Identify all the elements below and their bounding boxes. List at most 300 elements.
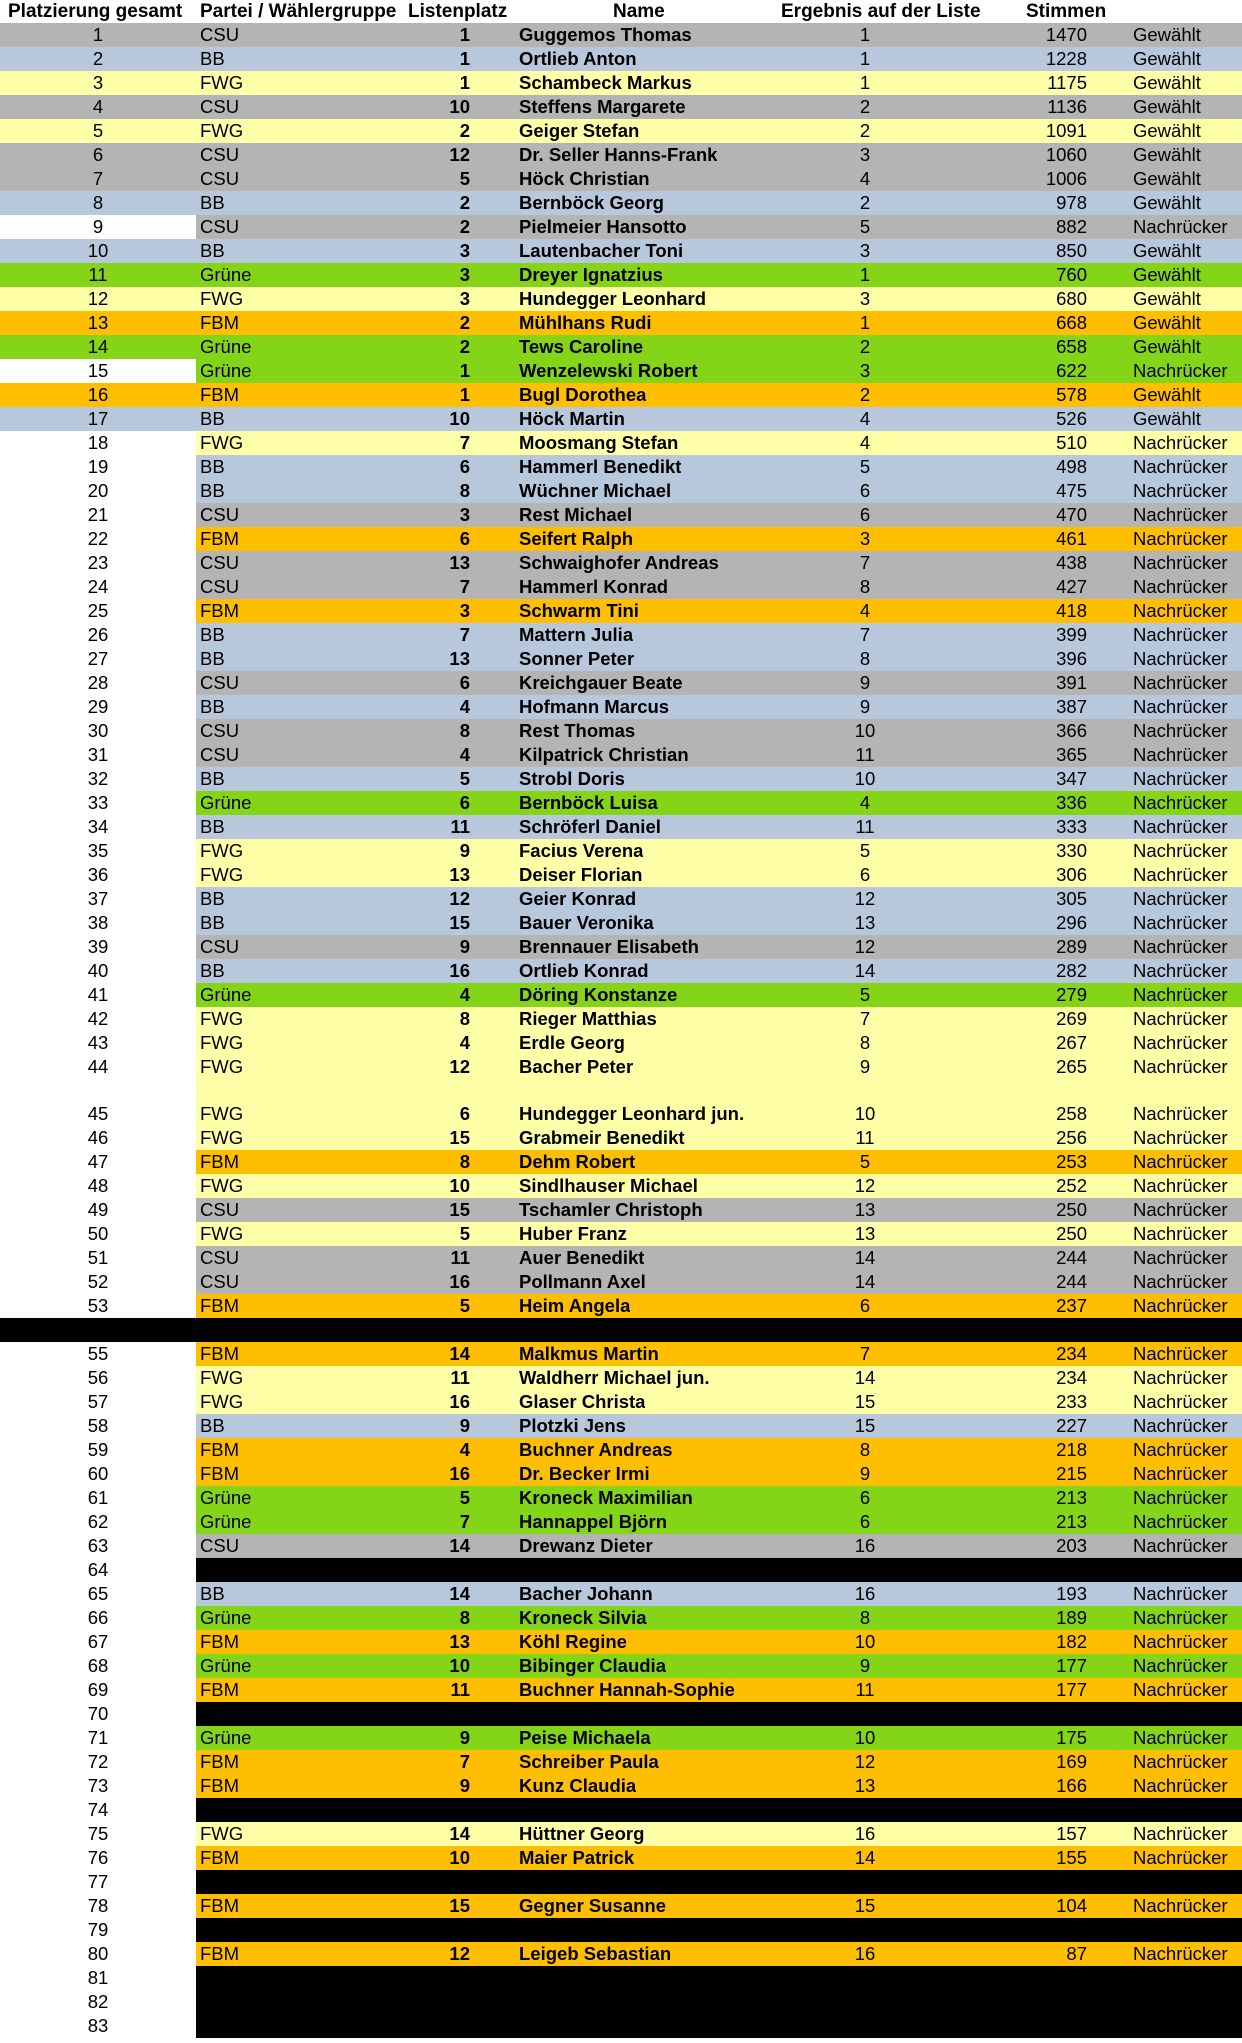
cell-platzierung[interactable]: 65 xyxy=(0,1582,196,1606)
cell-listenplatz[interactable]: 3 xyxy=(459,600,470,621)
cell-status[interactable]: Nachrücker xyxy=(1133,672,1228,693)
cell-status[interactable]: Nachrücker xyxy=(1133,816,1228,837)
cell-status[interactable]: Nachrücker xyxy=(1133,960,1228,981)
cell-partei[interactable]: FWG xyxy=(200,840,244,861)
cell-name[interactable]: Bauer Veronika xyxy=(519,912,654,933)
cell-stimmen[interactable]: 213 xyxy=(1056,1487,1087,1508)
cell-name[interactable]: Erdle Georg xyxy=(519,1032,625,1053)
cell-listenplatz[interactable]: 1 xyxy=(459,360,470,381)
cell-platzierung[interactable]: 16 xyxy=(87,384,109,405)
cell-stimmen[interactable]: 87 xyxy=(1066,1943,1087,1964)
header-platzierung[interactable]: Platzierung gesamt xyxy=(8,1,183,22)
cell-status[interactable]: Nachrücker xyxy=(1133,792,1228,813)
cell-ergebnis[interactable]: 3 xyxy=(859,144,871,165)
cell-ergebnis[interactable]: 16 xyxy=(854,1535,876,1556)
cell-name[interactable]: Hundegger Leonhard jun. xyxy=(519,1103,745,1124)
cell-status[interactable]: Nachrücker xyxy=(1133,1727,1228,1748)
cell-ergebnis[interactable]: 15 xyxy=(854,1391,876,1412)
cell-stimmen[interactable]: 253 xyxy=(1056,1151,1087,1172)
cell-platzierung[interactable]: 27 xyxy=(0,647,196,671)
cell-partei[interactable]: BB xyxy=(200,816,225,837)
cell-name[interactable]: Plotzki Jens xyxy=(519,1415,626,1436)
cell-status[interactable]: Nachrücker xyxy=(1133,1056,1228,1077)
cell-ergebnis[interactable]: 6 xyxy=(859,1511,871,1532)
cell-stimmen[interactable]: 166 xyxy=(1056,1775,1087,1796)
cell-ergebnis[interactable]: 2 xyxy=(859,120,871,141)
cell-platzierung[interactable]: 37 xyxy=(0,887,196,911)
cell-ergebnis[interactable]: 1 xyxy=(859,48,871,69)
cell-name[interactable]: Hofmann Marcus xyxy=(519,696,670,717)
cell-name[interactable]: Tews Caroline xyxy=(519,336,644,357)
cell-platzierung[interactable]: 43 xyxy=(0,1031,196,1055)
cell-name[interactable]: Glaser Christa xyxy=(519,1391,646,1412)
cell-status[interactable]: Nachrücker xyxy=(1133,1751,1228,1772)
cell-name[interactable]: Moosmang Stefan xyxy=(519,432,679,453)
cell-status[interactable]: Nachrücker xyxy=(1133,1271,1228,1292)
cell-platzierung[interactable]: 46 xyxy=(0,1126,196,1150)
cell-platzierung[interactable]: 24 xyxy=(0,575,196,599)
cell-platzierung[interactable]: 56 xyxy=(0,1366,196,1390)
cell-partei[interactable]: Grüne xyxy=(200,360,252,381)
cell-platzierung[interactable]: 22 xyxy=(0,527,196,551)
cell-ergebnis[interactable]: 2 xyxy=(859,384,871,405)
cell-platzierung[interactable]: 48 xyxy=(0,1174,196,1198)
cell-partei[interactable]: CSU xyxy=(200,144,240,165)
cell-stimmen[interactable]: 510 xyxy=(1056,432,1087,453)
cell-partei[interactable]: FBM xyxy=(200,1943,240,1964)
cell-partei[interactable]: Grüne xyxy=(200,336,252,357)
cell-listenplatz[interactable]: 7 xyxy=(459,1511,470,1532)
cell-platzierung[interactable]: 9 xyxy=(0,215,196,239)
cell-ergebnis[interactable]: 10 xyxy=(854,720,876,741)
cell-stimmen[interactable]: 215 xyxy=(1056,1463,1087,1484)
cell-partei[interactable]: BB xyxy=(200,696,225,717)
header-stimmen[interactable]: Stimmen xyxy=(1026,1,1107,22)
cell-listenplatz[interactable]: 11 xyxy=(450,1679,470,1700)
cell-ergebnis[interactable]: 15 xyxy=(854,1895,876,1916)
cell-stimmen[interactable]: 760 xyxy=(1056,264,1087,285)
cell-stimmen[interactable]: 177 xyxy=(1056,1679,1087,1700)
cell-listenplatz[interactable]: 15 xyxy=(449,1199,470,1220)
cell-listenplatz[interactable]: 6 xyxy=(459,528,470,549)
cell-name[interactable]: Schwarm Tini xyxy=(519,600,639,621)
header-partei[interactable]: Partei / Wählergruppe xyxy=(200,1,397,22)
cell-ergebnis[interactable]: 1 xyxy=(859,312,871,333)
cell-partei[interactable]: FBM xyxy=(200,1847,240,1868)
cell-status[interactable]: Nachrücker xyxy=(1133,1655,1228,1676)
cell-listenplatz[interactable]: 14 xyxy=(449,1535,470,1556)
cell-stimmen[interactable]: 218 xyxy=(1056,1439,1087,1460)
cell-platzierung[interactable]: 8 xyxy=(92,192,104,213)
cell-platzierung[interactable]: 28 xyxy=(0,671,196,695)
cell-status[interactable]: Gewählt xyxy=(1133,120,1201,141)
cell-partei[interactable]: FWG xyxy=(200,1032,244,1053)
cell-listenplatz[interactable]: 9 xyxy=(459,1727,470,1748)
cell-platzierung[interactable]: 1 xyxy=(92,24,104,45)
cell-ergebnis[interactable]: 7 xyxy=(859,1008,871,1029)
cell-listenplatz[interactable]: 7 xyxy=(459,1751,470,1772)
cell-name[interactable]: Ortlieb Konrad xyxy=(519,960,649,981)
cell-name[interactable]: Hammerl Benedikt xyxy=(519,456,682,477)
cell-ergebnis[interactable]: 7 xyxy=(859,624,871,645)
cell-status[interactable]: Nachrücker xyxy=(1133,1439,1228,1460)
cell-platzierung[interactable]: 3 xyxy=(92,72,104,93)
cell-stimmen[interactable]: 526 xyxy=(1056,408,1087,429)
cell-stimmen[interactable]: 234 xyxy=(1056,1367,1087,1388)
cell-name[interactable]: Sonner Peter xyxy=(519,648,635,669)
cell-name[interactable]: Rest Thomas xyxy=(519,720,636,741)
cell-ergebnis[interactable]: 16 xyxy=(854,1943,876,1964)
cell-partei[interactable]: FWG xyxy=(200,1391,244,1412)
cell-listenplatz[interactable]: 1 xyxy=(459,72,470,93)
cell-platzierung[interactable]: 76 xyxy=(0,1846,196,1870)
cell-name[interactable]: Köhl Regine xyxy=(519,1631,627,1652)
cell-name[interactable]: Schwaighofer Andreas xyxy=(519,552,719,573)
cell-name[interactable]: Pielmeier Hansotto xyxy=(519,216,687,237)
cell-ergebnis[interactable]: 6 xyxy=(859,864,871,885)
cell-ergebnis[interactable]: 16 xyxy=(854,1823,876,1844)
cell-ergebnis[interactable]: 13 xyxy=(854,1775,876,1796)
cell-listenplatz[interactable]: 6 xyxy=(459,1103,470,1124)
cell-stimmen[interactable]: 213 xyxy=(1056,1511,1087,1532)
cell-status[interactable]: Gewählt xyxy=(1133,264,1201,285)
cell-partei[interactable]: FBM xyxy=(200,528,240,549)
cell-name[interactable]: Rieger Matthias xyxy=(519,1008,657,1029)
cell-name[interactable]: Sindlhauser Michael xyxy=(519,1175,698,1196)
cell-ergebnis[interactable]: 4 xyxy=(859,168,871,189)
cell-stimmen[interactable]: 470 xyxy=(1056,504,1087,525)
cell-name[interactable]: Wenzelewski Robert xyxy=(519,360,698,381)
cell-listenplatz[interactable]: 6 xyxy=(459,672,470,693)
cell-name[interactable]: Kilpatrick Christian xyxy=(519,744,689,765)
cell-stimmen[interactable]: 182 xyxy=(1056,1631,1087,1652)
cell-partei[interactable]: BB xyxy=(200,1415,225,1436)
cell-platzierung[interactable]: 4 xyxy=(92,96,104,117)
cell-name[interactable]: Deiser Florian xyxy=(519,864,643,885)
cell-platzierung[interactable]: 75 xyxy=(0,1822,196,1846)
cell-listenplatz[interactable]: 15 xyxy=(449,912,470,933)
cell-stimmen[interactable]: 427 xyxy=(1056,576,1087,597)
cell-ergebnis[interactable]: 7 xyxy=(859,552,871,573)
cell-status[interactable]: Nachrücker xyxy=(1133,1391,1228,1412)
cell-platzierung[interactable]: 62 xyxy=(0,1510,196,1534)
cell-ergebnis[interactable]: 10 xyxy=(854,768,876,789)
cell-listenplatz[interactable]: 13 xyxy=(449,552,470,573)
cell-status[interactable]: Nachrücker xyxy=(1133,216,1228,237)
cell-ergebnis[interactable]: 8 xyxy=(859,648,871,669)
cell-name[interactable]: Leigeb Sebastian xyxy=(519,1943,672,1964)
cell-stimmen[interactable]: 282 xyxy=(1056,960,1087,981)
cell-stimmen[interactable]: 289 xyxy=(1056,936,1087,957)
cell-partei[interactable]: BB xyxy=(200,888,225,909)
cell-listenplatz[interactable]: 7 xyxy=(459,576,470,597)
cell-platzierung[interactable]: 19 xyxy=(0,455,196,479)
cell-platzierung[interactable]: 34 xyxy=(0,815,196,839)
cell-partei[interactable]: FBM xyxy=(200,1631,240,1652)
cell-stimmen[interactable]: 193 xyxy=(1056,1583,1087,1604)
cell-platzierung[interactable]: 25 xyxy=(0,599,196,623)
cell-listenplatz[interactable]: 11 xyxy=(450,1367,470,1388)
cell-stimmen[interactable]: 177 xyxy=(1056,1655,1087,1676)
cell-stimmen[interactable]: 104 xyxy=(1056,1895,1087,1916)
cell-ergebnis[interactable]: 2 xyxy=(859,96,871,117)
cell-listenplatz[interactable]: 8 xyxy=(459,1008,470,1029)
cell-name[interactable]: Mühlhans Rudi xyxy=(519,312,652,333)
cell-ergebnis[interactable]: 4 xyxy=(859,792,871,813)
cell-status[interactable]: Gewählt xyxy=(1133,240,1201,261)
cell-ergebnis[interactable]: 9 xyxy=(859,696,871,717)
cell-ergebnis[interactable]: 16 xyxy=(854,1583,876,1604)
cell-stimmen[interactable]: 175 xyxy=(1056,1727,1087,1748)
cell-stimmen[interactable]: 306 xyxy=(1056,864,1087,885)
cell-listenplatz[interactable]: 1 xyxy=(459,384,470,405)
cell-partei[interactable]: BB xyxy=(200,912,225,933)
cell-name[interactable]: Bacher Peter xyxy=(519,1056,634,1077)
cell-platzierung[interactable]: 59 xyxy=(0,1438,196,1462)
cell-name[interactable]: Tschamler Christoph xyxy=(519,1199,703,1220)
cell-stimmen[interactable]: 622 xyxy=(1056,360,1087,381)
cell-ergebnis[interactable]: 8 xyxy=(859,576,871,597)
cell-status[interactable]: Nachrücker xyxy=(1133,1151,1228,1172)
cell-stimmen[interactable]: 244 xyxy=(1056,1247,1087,1268)
cell-status[interactable]: Nachrücker xyxy=(1133,552,1228,573)
cell-platzierung[interactable]: 71 xyxy=(0,1726,196,1750)
cell-stimmen[interactable]: 296 xyxy=(1056,912,1087,933)
cell-ergebnis[interactable]: 5 xyxy=(859,840,871,861)
cell-ergebnis[interactable]: 9 xyxy=(859,1463,871,1484)
cell-platzierung[interactable]: 38 xyxy=(0,911,196,935)
cell-name[interactable]: Geiger Stefan xyxy=(519,120,640,141)
cell-platzierung[interactable]: 5 xyxy=(92,120,104,141)
cell-name[interactable]: Hüttner Georg xyxy=(519,1823,645,1844)
cell-ergebnis[interactable]: 6 xyxy=(859,504,871,525)
cell-ergebnis[interactable]: 4 xyxy=(859,600,871,621)
cell-partei[interactable]: BB xyxy=(200,480,225,501)
cell-partei[interactable]: BB xyxy=(200,408,225,429)
cell-listenplatz[interactable]: 3 xyxy=(459,504,470,525)
cell-platzierung[interactable]: 55 xyxy=(0,1342,196,1366)
cell-listenplatz[interactable]: 10 xyxy=(449,1175,470,1196)
cell-stimmen[interactable]: 578 xyxy=(1056,384,1087,405)
cell-ergebnis[interactable]: 14 xyxy=(854,1367,876,1388)
cell-partei[interactable]: Grüne xyxy=(200,264,252,285)
cell-platzierung[interactable]: 35 xyxy=(0,839,196,863)
cell-name[interactable]: Drewanz Dieter xyxy=(519,1535,653,1556)
cell-status[interactable]: Nachrücker xyxy=(1133,744,1228,765)
cell-name[interactable]: Steffens Margarete xyxy=(519,96,686,117)
cell-platzierung[interactable]: 52 xyxy=(0,1270,196,1294)
cell-ergebnis[interactable]: 8 xyxy=(859,1439,871,1460)
cell-partei[interactable]: Grüne xyxy=(200,1487,252,1508)
cell-ergebnis[interactable]: 3 xyxy=(859,240,871,261)
cell-name[interactable]: Malkmus Martin xyxy=(519,1343,659,1364)
cell-partei[interactable]: FBM xyxy=(200,1751,240,1772)
cell-status[interactable]: Nachrücker xyxy=(1133,1511,1228,1532)
cell-platzierung[interactable]: 42 xyxy=(0,1007,196,1031)
cell-status[interactable]: Nachrücker xyxy=(1133,1247,1228,1268)
cell-name[interactable]: Seifert Ralph xyxy=(519,528,634,549)
cell-status[interactable]: Nachrücker xyxy=(1133,1943,1228,1964)
cell-status[interactable]: Nachrücker xyxy=(1133,480,1228,501)
cell-ergebnis[interactable]: 4 xyxy=(859,432,871,453)
cell-status[interactable]: Nachrücker xyxy=(1133,1343,1228,1364)
cell-listenplatz[interactable]: 2 xyxy=(459,192,470,213)
cell-name[interactable]: Auer Benedikt xyxy=(519,1247,645,1268)
cell-listenplatz[interactable]: 1 xyxy=(459,24,470,45)
cell-partei[interactable]: CSU xyxy=(200,1247,240,1268)
cell-partei[interactable]: FWG xyxy=(200,120,244,141)
cell-platzierung[interactable]: 60 xyxy=(0,1462,196,1486)
cell-name[interactable]: Maier Patrick xyxy=(519,1847,635,1868)
cell-ergebnis[interactable]: 14 xyxy=(854,1271,876,1292)
cell-partei[interactable]: FWG xyxy=(200,432,244,453)
cell-stimmen[interactable]: 1091 xyxy=(1045,120,1087,141)
cell-partei[interactable]: FWG xyxy=(200,1103,244,1124)
cell-partei[interactable]: Grüne xyxy=(200,984,252,1005)
cell-listenplatz[interactable]: 8 xyxy=(459,720,470,741)
cell-ergebnis[interactable]: 15 xyxy=(854,1415,876,1436)
cell-platzierung[interactable]: 11 xyxy=(88,264,108,285)
cell-platzierung[interactable]: 31 xyxy=(0,743,196,767)
cell-name[interactable]: Höck Martin xyxy=(519,408,625,429)
cell-listenplatz[interactable]: 1 xyxy=(459,48,470,69)
cell-name[interactable]: Guggemos Thomas xyxy=(519,24,692,45)
cell-partei[interactable]: BB xyxy=(200,768,225,789)
cell-ergebnis[interactable]: 3 xyxy=(859,288,871,309)
cell-ergebnis[interactable]: 5 xyxy=(859,1151,871,1172)
cell-listenplatz[interactable]: 9 xyxy=(459,936,470,957)
cell-platzierung[interactable]: 45 xyxy=(0,1102,196,1126)
cell-partei[interactable]: CSU xyxy=(200,504,240,525)
cell-partei[interactable]: CSU xyxy=(200,672,240,693)
cell-name[interactable]: Bugl Dorothea xyxy=(519,384,647,405)
cell-partei[interactable]: FBM xyxy=(200,1463,240,1484)
cell-platzierung[interactable]: 2 xyxy=(92,48,104,69)
cell-stimmen[interactable]: 461 xyxy=(1056,528,1087,549)
cell-status[interactable]: Nachrücker xyxy=(1133,912,1228,933)
cell-name[interactable]: Rest Michael xyxy=(519,504,633,525)
cell-status[interactable]: Gewählt xyxy=(1133,72,1201,93)
cell-partei[interactable]: BB xyxy=(200,240,225,261)
cell-stimmen[interactable]: 498 xyxy=(1056,456,1087,477)
cell-partei[interactable]: CSU xyxy=(200,168,240,189)
cell-ergebnis[interactable]: 13 xyxy=(854,912,876,933)
cell-status[interactable]: Nachrücker xyxy=(1133,456,1228,477)
cell-status[interactable]: Nachrücker xyxy=(1133,1103,1228,1124)
cell-status[interactable]: Nachrücker xyxy=(1133,768,1228,789)
cell-listenplatz[interactable]: 5 xyxy=(459,1295,470,1316)
cell-status[interactable]: Gewählt xyxy=(1133,384,1201,405)
cell-name[interactable]: Waldherr Michael jun. xyxy=(519,1367,710,1388)
cell-platzierung[interactable]: 80 xyxy=(0,1942,196,1966)
cell-status[interactable]: Nachrücker xyxy=(1133,1463,1228,1484)
cell-name[interactable]: Schambeck Markus xyxy=(519,72,692,93)
cell-name[interactable]: Höck Christian xyxy=(519,168,650,189)
cell-listenplatz[interactable]: 4 xyxy=(459,1032,470,1053)
cell-listenplatz[interactable]: 13 xyxy=(449,1631,470,1652)
cell-status[interactable]: Nachrücker xyxy=(1133,1631,1228,1652)
cell-partei[interactable]: FBM xyxy=(200,384,240,405)
cell-ergebnis[interactable]: 6 xyxy=(859,1295,871,1316)
cell-name[interactable]: Döring Konstanze xyxy=(519,984,678,1005)
cell-partei[interactable]: FBM xyxy=(200,312,240,333)
cell-name[interactable]: Dr. Becker Irmi xyxy=(519,1463,650,1484)
cell-status[interactable]: Nachrücker xyxy=(1133,720,1228,741)
cell-name[interactable]: Geier Konrad xyxy=(519,888,637,909)
cell-name[interactable]: Dehm Robert xyxy=(519,1151,636,1172)
cell-stimmen[interactable]: 155 xyxy=(1056,1847,1087,1868)
cell-stimmen[interactable]: 256 xyxy=(1056,1127,1087,1148)
cell-stimmen[interactable]: 668 xyxy=(1056,312,1087,333)
cell-stimmen[interactable]: 237 xyxy=(1056,1295,1087,1316)
cell-ergebnis[interactable]: 1 xyxy=(859,24,871,45)
cell-listenplatz[interactable]: 4 xyxy=(459,984,470,1005)
cell-stimmen[interactable]: 1175 xyxy=(1047,72,1087,93)
cell-status[interactable]: Gewählt xyxy=(1133,96,1201,117)
cell-status[interactable]: Nachrücker xyxy=(1133,360,1228,381)
cell-partei[interactable]: Grüne xyxy=(200,1511,252,1532)
cell-status[interactable]: Gewählt xyxy=(1133,48,1201,69)
cell-platzierung[interactable]: 50 xyxy=(0,1222,196,1246)
cell-name[interactable]: Buchner Andreas xyxy=(519,1439,673,1460)
cell-platzierung[interactable]: 79 xyxy=(0,1918,196,1942)
cell-stimmen[interactable]: 330 xyxy=(1056,840,1087,861)
cell-stimmen[interactable]: 387 xyxy=(1056,696,1087,717)
cell-stimmen[interactable]: 978 xyxy=(1056,192,1087,213)
cell-ergebnis[interactable]: 2 xyxy=(859,336,871,357)
cell-stimmen[interactable]: 252 xyxy=(1056,1175,1087,1196)
cell-ergebnis[interactable]: 11 xyxy=(855,1127,875,1148)
cell-partei[interactable]: Grüne xyxy=(200,792,252,813)
cell-status[interactable]: Gewählt xyxy=(1133,288,1201,309)
cell-platzierung[interactable] xyxy=(0,1079,196,1103)
cell-platzierung[interactable]: 29 xyxy=(0,695,196,719)
cell-status[interactable]: Gewählt xyxy=(1133,144,1201,165)
cell-name[interactable]: Brennauer Elisabeth xyxy=(519,936,699,957)
cell-partei[interactable]: Grüne xyxy=(200,1607,252,1628)
cell-partei[interactable]: CSU xyxy=(200,24,240,45)
cell-ergebnis[interactable]: 14 xyxy=(854,960,876,981)
cell-platzierung[interactable]: 74 xyxy=(0,1798,196,1822)
cell-stimmen[interactable]: 1136 xyxy=(1047,96,1087,117)
cell-ergebnis[interactable]: 12 xyxy=(854,888,876,909)
cell-status[interactable]: Nachrücker xyxy=(1133,432,1228,453)
cell-stimmen[interactable]: 399 xyxy=(1056,624,1087,645)
cell-status[interactable]: Nachrücker xyxy=(1133,864,1228,885)
cell-listenplatz[interactable]: 8 xyxy=(459,480,470,501)
cell-ergebnis[interactable]: 10 xyxy=(854,1103,876,1124)
cell-name[interactable]: Schröferl Daniel xyxy=(519,816,661,837)
cell-partei[interactable]: BB xyxy=(200,456,225,477)
cell-stimmen[interactable]: 438 xyxy=(1056,552,1087,573)
cell-partei[interactable]: CSU xyxy=(200,744,240,765)
cell-stimmen[interactable]: 366 xyxy=(1056,720,1087,741)
cell-ergebnis[interactable]: 1 xyxy=(859,72,871,93)
cell-name[interactable]: Grabmeir Benedikt xyxy=(519,1127,685,1148)
cell-stimmen[interactable]: 882 xyxy=(1056,216,1087,237)
cell-status[interactable]: Nachrücker xyxy=(1133,528,1228,549)
cell-platzierung[interactable]: 26 xyxy=(0,623,196,647)
cell-listenplatz[interactable]: 13 xyxy=(449,864,470,885)
cell-status[interactable]: Nachrücker xyxy=(1133,1487,1228,1508)
cell-status[interactable]: Nachrücker xyxy=(1133,984,1228,1005)
cell-status[interactable]: Gewählt xyxy=(1133,408,1201,429)
cell-status[interactable]: Nachrücker xyxy=(1133,648,1228,669)
cell-ergebnis[interactable]: 7 xyxy=(859,1343,871,1364)
cell-platzierung[interactable]: 82 xyxy=(0,1990,196,2014)
cell-ergebnis[interactable]: 10 xyxy=(854,1631,876,1652)
cell-status[interactable]: Nachrücker xyxy=(1133,1607,1228,1628)
